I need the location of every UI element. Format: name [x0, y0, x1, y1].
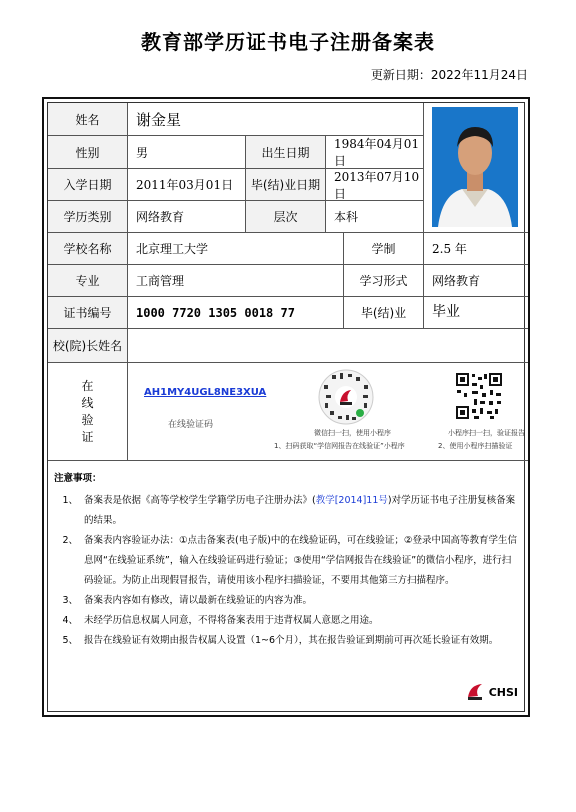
verify-char: 在 — [81, 378, 94, 393]
label-enroll: 入学日期 — [48, 169, 128, 201]
chsi-logo-icon — [465, 681, 487, 703]
form-inner — [47, 102, 525, 712]
label-grad-status: 毕(结)业 — [344, 297, 424, 329]
qr2-caption: 2、使用小程序扫描验证 — [438, 442, 513, 450]
label-level: 层次 — [246, 201, 326, 233]
miniprogram-qr-icon — [318, 369, 374, 425]
record-form — [42, 97, 530, 717]
note-item — [54, 591, 518, 611]
note-number: 3、 — [62, 595, 78, 606]
note-text: 备案表内容如有修改，请以最新在线验证的内容为准。 — [84, 595, 313, 606]
verify-code-label: 在线验证码 — [168, 420, 214, 430]
value-president — [128, 329, 528, 363]
value-edu-type: 网络教育 — [128, 201, 246, 233]
label-cert-no: 证书编号 — [48, 297, 128, 329]
label-edu-type: 学历类别 — [48, 201, 128, 233]
portrait-image — [432, 107, 518, 227]
value-grad-status: 毕业 — [424, 297, 528, 329]
chsi-logo — [465, 681, 518, 703]
label-verify — [48, 363, 128, 461]
note-number: 2、 — [62, 535, 78, 546]
label-gender: 性别 — [48, 136, 128, 169]
verify-qr-icon — [454, 371, 504, 421]
label-birth: 出生日期 — [246, 136, 326, 169]
value-enroll: 2011年03月01日 — [128, 169, 246, 201]
note-text — [84, 491, 518, 531]
label-graduate: 毕(结)业日期 — [246, 169, 326, 201]
value-graduate: 2013年07月10日 — [326, 169, 424, 201]
update-date: 更新日期：2022年11月24日 — [370, 68, 528, 82]
qr1-caption-small: 微信扫一扫，使用小程序 — [314, 429, 391, 437]
note-text-post: )对学历证书电子注册复核备案的结果。 — [84, 495, 516, 526]
note-item — [54, 531, 518, 591]
qr2-caption-small: 小程序扫一扫，验证报告 — [448, 429, 525, 437]
verify-char: 验 — [81, 412, 94, 427]
label-president: 校(院)长姓名 — [48, 329, 128, 363]
note-item — [54, 491, 518, 531]
note-text: 报告在线验证有效期由报告权属人设置（1~6个月），其在报告验证到期前可再次延长验证有效期。 — [84, 635, 499, 646]
student-photo — [432, 107, 518, 227]
label-major: 专业 — [48, 265, 128, 297]
value-cert-no: 1000 7720 1305 0018 77 — [128, 297, 344, 329]
verify-char: 证 — [81, 429, 94, 444]
note-text-pre: 备案表是依据《高等学校学生学籍学历电子注册办法》( — [84, 495, 316, 506]
value-level: 本科 — [326, 201, 424, 233]
note-item — [54, 631, 518, 651]
note-item — [54, 611, 518, 631]
note-text: 备案表内容验证办法：①点击备案表(电子版)中的在线验证码，可在线验证；②登录中国高等教育学生信息网“在线验证系统”，输入在线验证码进行验证；③使用“学信网报告在线验证”的微信小程序，进行扫码验证。为防止出现假冒报告，请使用该小程序扫描验证，不要用其他第三方扫描程序。 — [84, 535, 517, 586]
label-name: 姓名 — [48, 103, 128, 136]
value-study-form: 网络教育 — [424, 265, 528, 297]
label-study-form: 学习形式 — [344, 265, 424, 297]
label-school: 学校名称 — [48, 233, 128, 265]
verify-char: 线 — [81, 395, 94, 410]
verify-area — [128, 363, 528, 461]
note-number: 5、 — [62, 635, 78, 646]
value-birth: 1984年04月01日 — [326, 136, 424, 169]
qr1-caption: 1、扫码获取“学信网报告在线验证”小程序 — [274, 442, 405, 450]
photo-cell — [424, 103, 528, 233]
notes-section — [54, 469, 518, 651]
verify-code-link[interactable]: AH1MY4UGL8NE3XUA — [144, 387, 267, 398]
note-number: 1、 — [62, 495, 78, 506]
chsi-logo-text: CHSI — [488, 685, 518, 699]
note-number: 4、 — [62, 615, 78, 626]
notes-heading: 注意事项： — [54, 473, 102, 484]
value-name: 谢金星 — [128, 103, 424, 136]
label-duration: 学制 — [344, 233, 424, 265]
value-major: 工商管理 — [128, 265, 344, 297]
note-link[interactable]: 教学[2014]11号 — [315, 495, 388, 506]
page-title: 教育部学历证书电子注册备案表 — [141, 30, 435, 54]
value-gender: 男 — [128, 136, 246, 169]
value-school: 北京理工大学 — [128, 233, 344, 265]
value-duration: 2.5 年 — [424, 233, 528, 265]
note-text: 未经学历信息权属人同意，不得将备案表用于违背权属人意愿之用途。 — [84, 615, 379, 626]
